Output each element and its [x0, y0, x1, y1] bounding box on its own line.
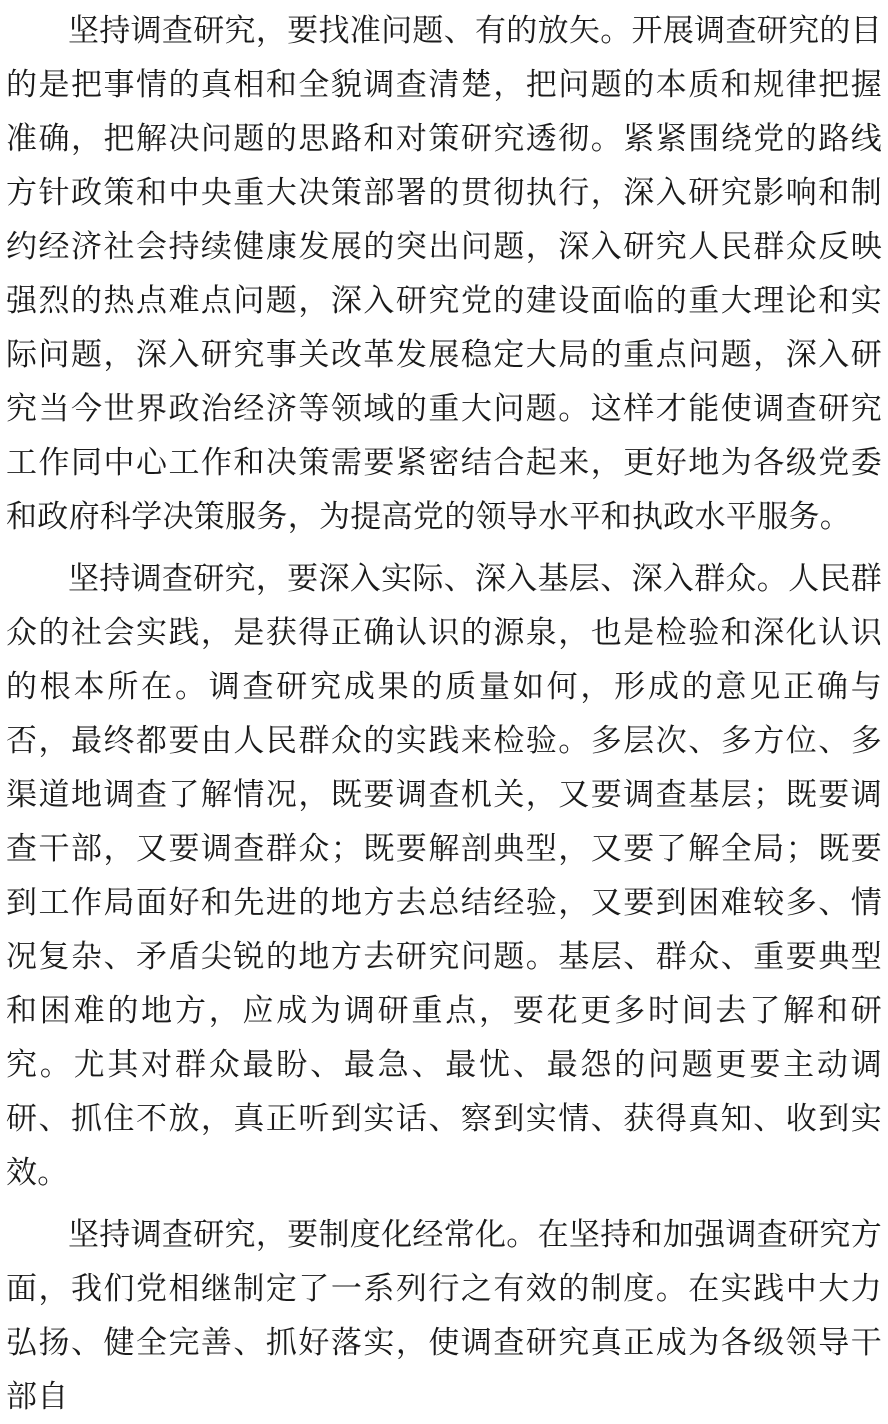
- paragraph-1: 坚持调查研究，要找准问题、有的放矢。开展调查研究的目的是把事情的真相和全貌调查清楚，把问题的本质和规律把握准确，把解决问题的思路和对策研究透彻。紧紧围绕党的路线方针政策和中央重大决策部署的贯彻执行，深入研究影响和制约经济社会持续健康发展的突出问题，深入研究人民群众反映强烈的热点难点问题，深入研究党的建设面临的重大理论和实际问题，深入研究事关改革发展稳定大局的重点问题，深入研究当今世界政治经济等领域的重大问题。这样才能使调查研究工作同中心工作和决策需要紧密结合起来，更好地为各级党委和政府科学决策服务，为提高党的领导水平和执政水平服务。: [6, 13, 882, 535]
- article-body: [6, 4, 882, 1424]
- paragraph-3: 坚持调查研究，要制度化经常化。在坚持和加强调查研究方面，我们党相继制定了一系列行之有效的制度。在实践中大力弘扬、健全完善、抓好落实，使调查研究真正成为各级领导干部自: [6, 1217, 882, 1415]
- paragraph-2: 坚持调查研究，要深入实际、深入基层、深入群众。人民群众的社会实践，是获得正确认识的源泉，也是检验和深化认识的根本所在。调查研究成果的质量如何，形成的意见正确与否，最终都要由人民群众的实践来检验。多层次、多方位、多渠道地调查了解情况，既要调查机关，又要调查基层；既要调查干部，又要调查群众；既要解剖典型，又要了解全局；既要到工作局面好和先进的地方去总结经验，又要到困难较多、情况复杂、矛盾尖锐的地方去研究问题。基层、群众、重要典型和困难的地方，应成为调研重点，要花更多时间去了解和研究。尤其对群众最盼、最急、最忧、最怨的问题更要主动调研、抓住不放，真正听到实话、察到实情、获得真知、收到实效。: [6, 561, 882, 1191]
